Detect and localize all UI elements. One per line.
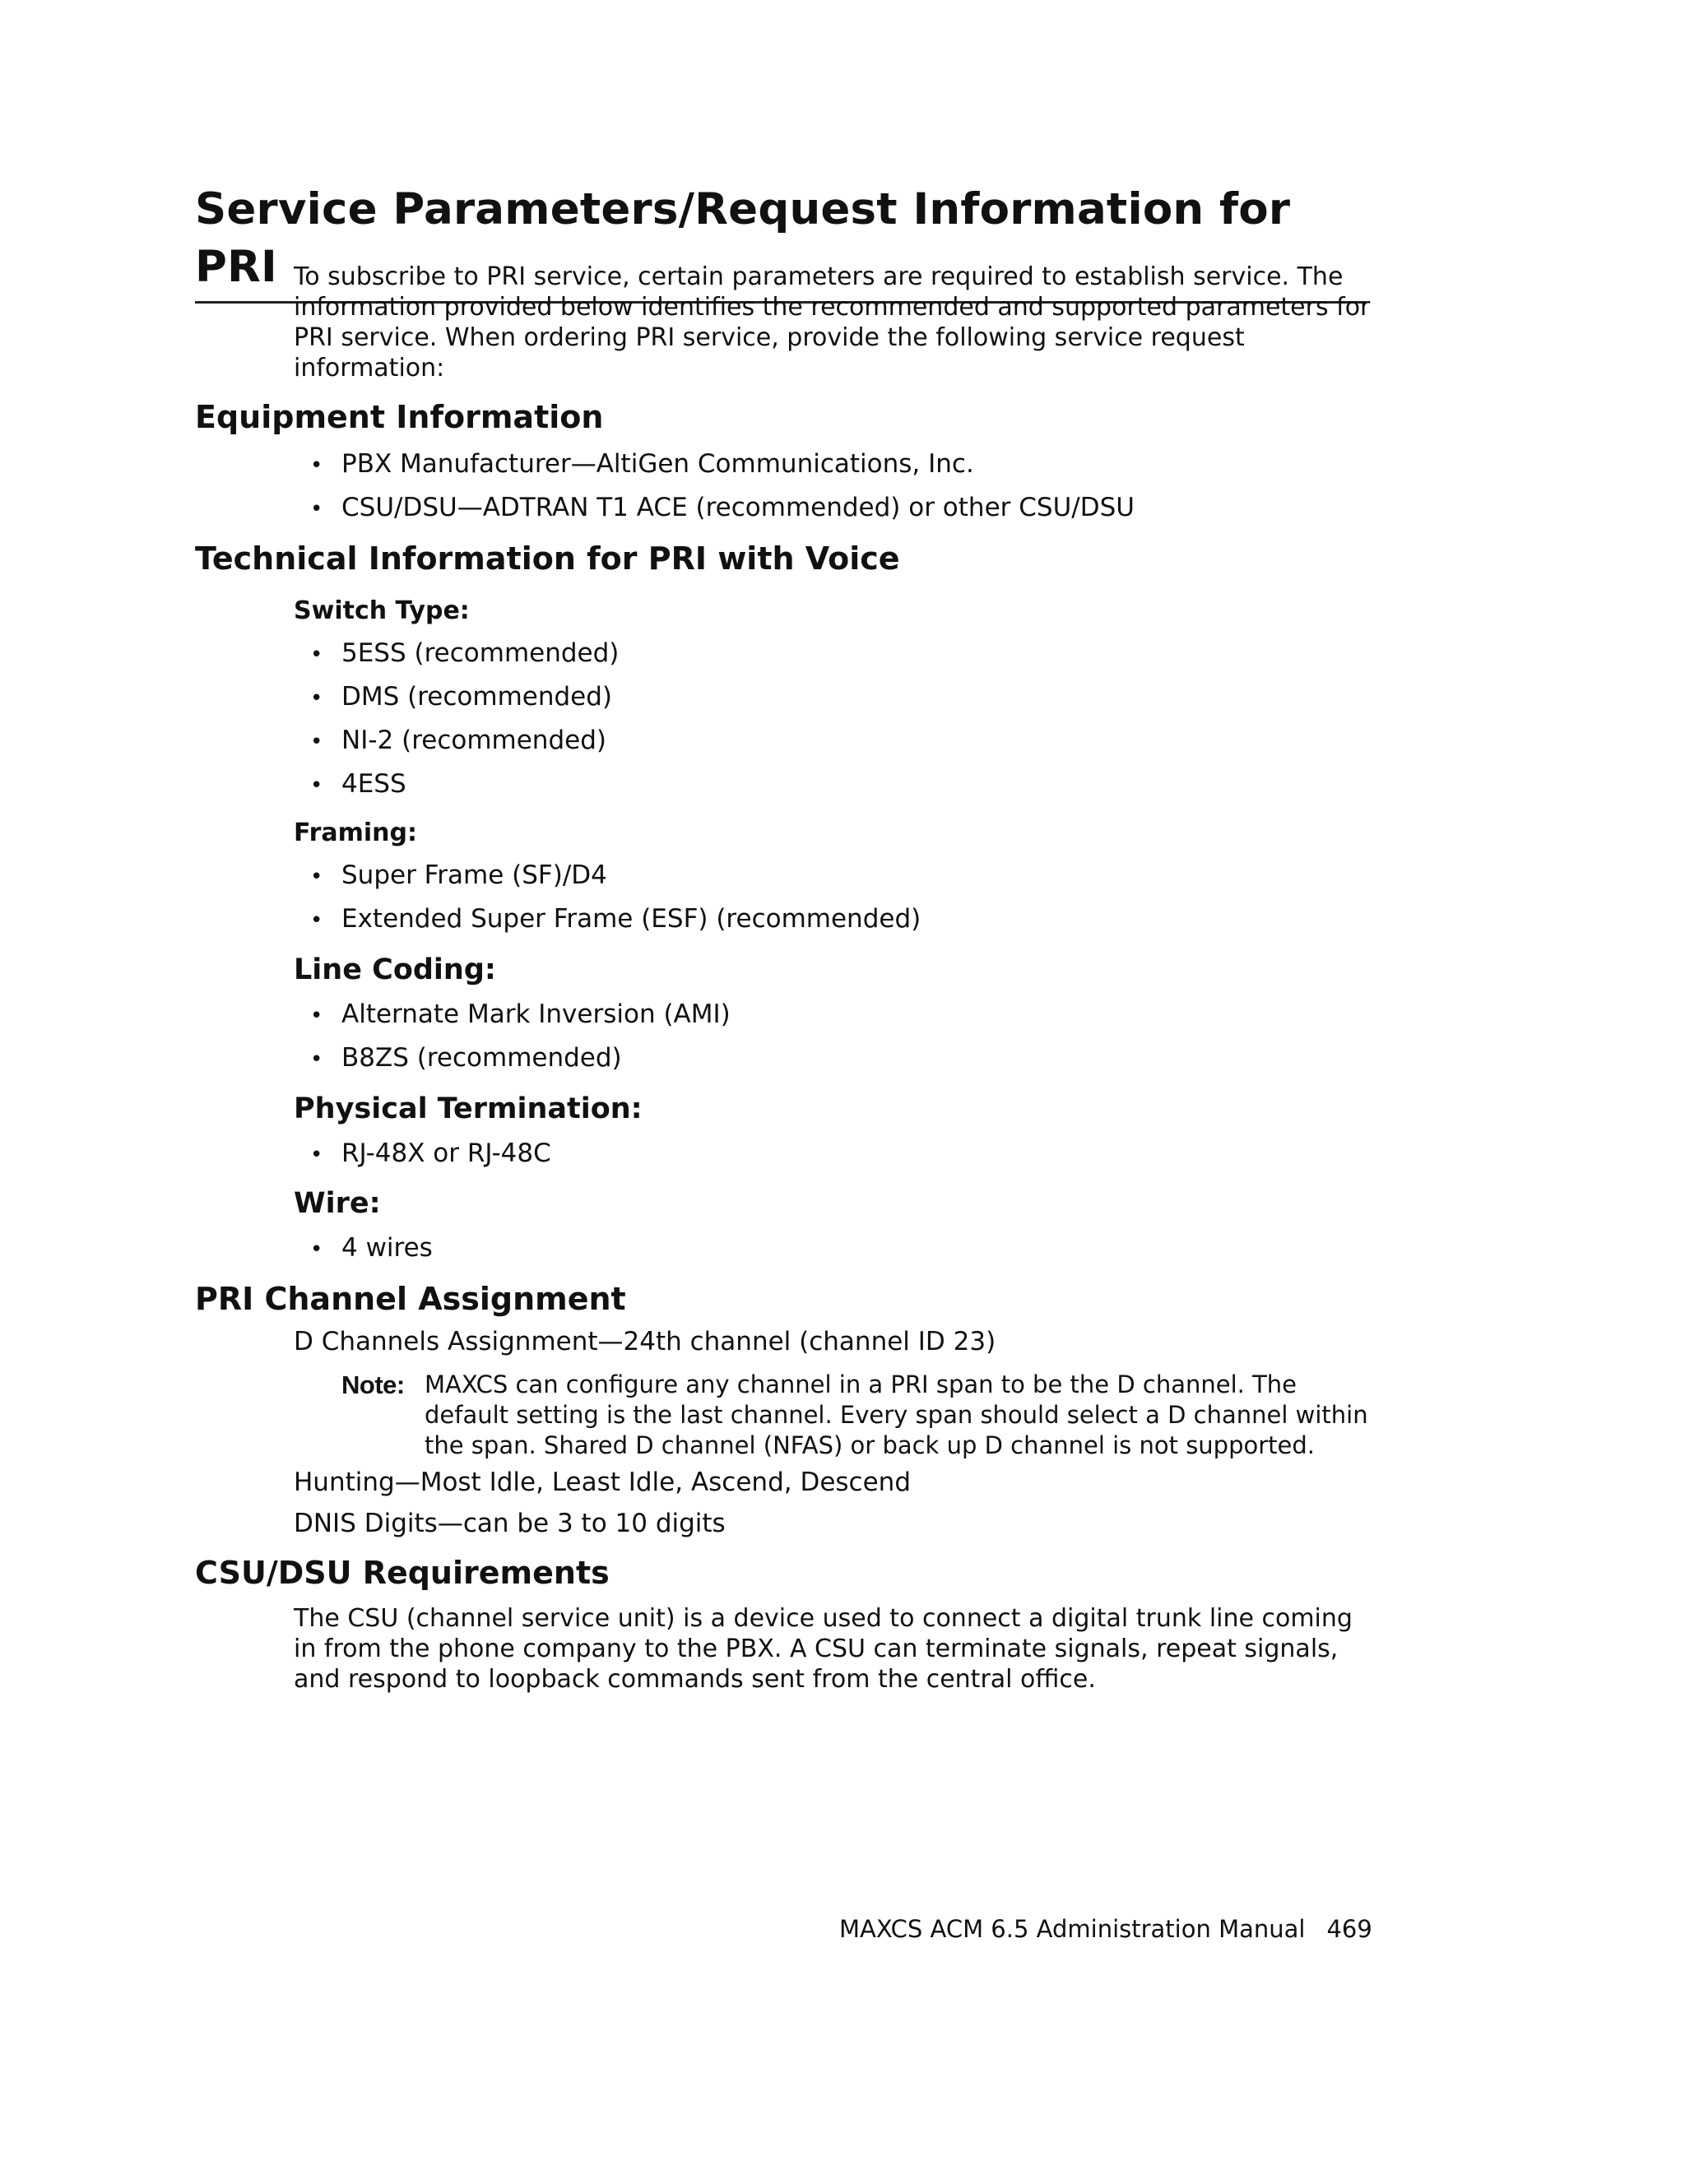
note-label: Note: xyxy=(341,1370,405,1399)
channel-heading: PRI Channel Assignment xyxy=(195,1281,626,1317)
bullet-icon: • xyxy=(310,497,323,522)
list-item: • 4 wires xyxy=(310,1231,433,1266)
bullet-icon: • xyxy=(310,730,323,754)
bullet-icon: • xyxy=(310,1237,323,1262)
dnis-text: DNIS Digits—can be 3 to 10 digits xyxy=(294,1509,726,1538)
list-item: • PBX Manufacturer—AltiGen Communications, Inc. xyxy=(310,447,974,482)
bullet-icon: • xyxy=(310,1047,323,1072)
list-item: • DMS (recommended) xyxy=(310,680,612,715)
switch-type-label: Switch Type: xyxy=(294,596,470,625)
list-item: • Alternate Mark Inversion (AMI) xyxy=(310,998,731,1032)
list-item: • CSU/DSU—ADTRAN T1 ACE (recommended) or other CSU/DSU xyxy=(310,491,1135,526)
manual-title: MAXCS ACM 6.5 Administration Manual xyxy=(839,1915,1306,1943)
list-item: • Extended Super Frame (ESF) (recommended) xyxy=(310,902,921,937)
page-number: 469 xyxy=(1326,1915,1372,1943)
bullet-icon: • xyxy=(310,453,323,478)
csu-paragraph: The CSU (channel service unit) is a device used to connect a digital trunk line coming in from the phone company to the PBX. A CSU can terminate signals, repeat signals, and respond to loopback commands sent from the central office. xyxy=(294,1604,1353,1694)
physical-termination-label: Physical Termination: xyxy=(294,1092,643,1125)
technical-heading: Technical Information for PRI with Voice xyxy=(195,540,900,577)
bullet-icon: • xyxy=(310,865,323,889)
bullet-icon: • xyxy=(310,773,323,798)
list-item: • B8ZS (recommended) xyxy=(310,1041,622,1076)
bullet-icon: • xyxy=(310,642,323,667)
list-item: • RJ-48X or RJ-48C xyxy=(310,1137,551,1171)
hunting-text: Hunting—Most Idle, Least Idle, Ascend, Descend xyxy=(294,1468,911,1497)
page-title: Service Parameters/Request Information for PRI xyxy=(195,181,1367,304)
d-channels-text: D Channels Assignment—24th channel (channel ID 23) xyxy=(294,1327,996,1356)
bullet-icon: • xyxy=(310,1004,323,1028)
bullet-icon: • xyxy=(310,1143,323,1167)
bullet-icon: • xyxy=(310,908,323,933)
csu-heading: CSU/DSU Requirements xyxy=(195,1555,610,1591)
list-item: • 5ESS (recommended) xyxy=(310,637,619,671)
page-footer xyxy=(839,1913,1372,1945)
intro-paragraph: To subscribe to PRI service, certain parameters are required to establish service. The information provided below identifies the recommended and supported parameters for PRI service. When ordering PRI service, provide the following service request information: xyxy=(294,262,1371,383)
bullet-icon: • xyxy=(310,686,323,711)
note-text: MAXCS can configure any channel in a PRI span to be the D channel. The default setting is the last channel. Every span should select a D channel within the span. Shared D channel (NFAS) or back up D channel is not supported. xyxy=(425,1370,1368,1459)
wire-label: Wire: xyxy=(294,1187,381,1220)
equipment-heading: Equipment Information xyxy=(195,399,604,435)
framing-label: Framing: xyxy=(294,818,417,847)
list-item: • Super Frame (SF)/D4 xyxy=(310,859,607,893)
list-item: • NI-2 (recommended) xyxy=(310,724,606,758)
line-coding-label: Line Coding: xyxy=(294,953,496,986)
list-item: • 4ESS xyxy=(310,767,406,802)
